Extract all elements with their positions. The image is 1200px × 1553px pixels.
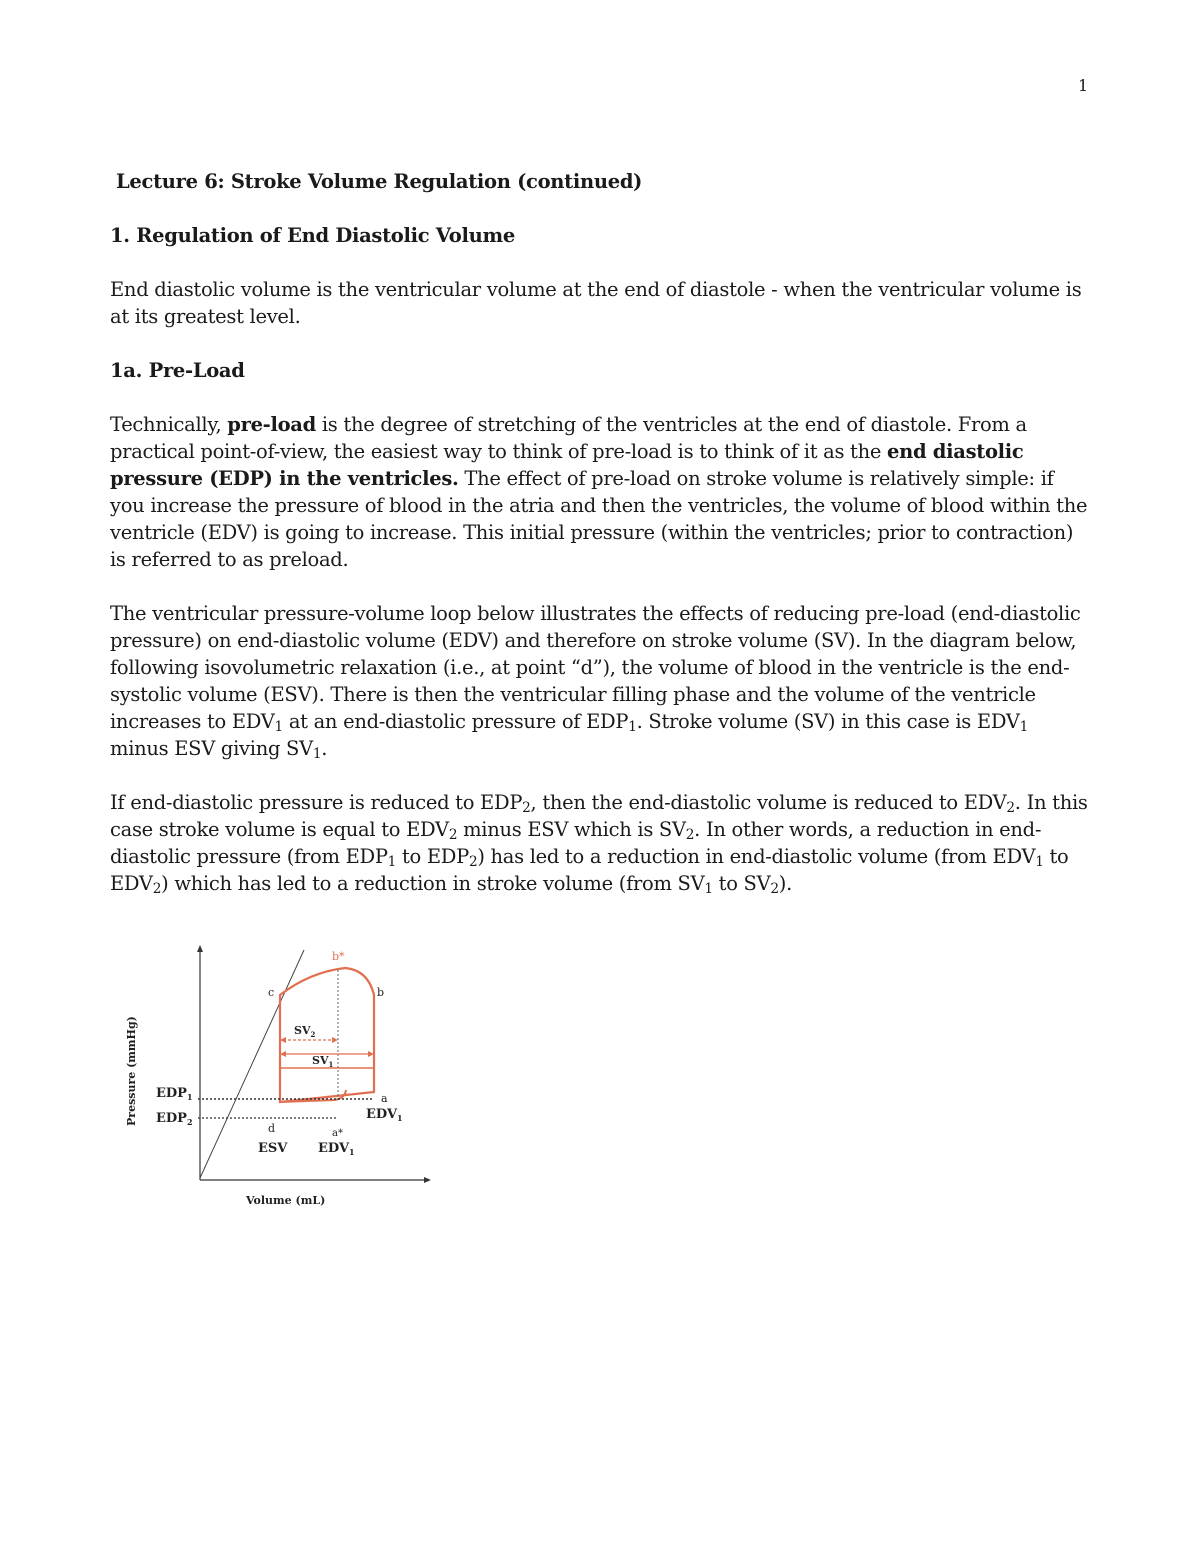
x-axis-arrow (424, 1177, 431, 1183)
esv-label: ESV (258, 1141, 288, 1156)
reduced-preload-paragraph: If end-diastolic pressure is reduced to $EDP_2$, then the end-diastolic volume is reduced to $EDV_2$. In this case stroke volume is equal to $EDV_2$ minus ESV which is $SV_2$. In other words, a reduction in end-diastolic pressure (from $EDP_1$ to $EDP_2$) has led to a reduction in end-diastolic volume (from $EDV_1$ to $EDV_2$) which has led to a reduction in stroke volume (from $SV_1$ to $SV_2$). (110, 791, 1088, 897)
section-1a-heading: 1a. Pre-Load (110, 359, 245, 382)
point-c: c (268, 986, 275, 999)
section-1-heading: 1. Regulation of End Diastolic Volume (110, 224, 515, 247)
page-title: Lecture 6: Stroke Volume Regulation (continued) (116, 170, 643, 193)
point-b: b (377, 986, 385, 999)
point-a-star: a* (332, 1128, 343, 1139)
pressure-volume-loop-diagram (120, 940, 440, 1215)
point-b-star: b* (332, 950, 345, 963)
document-body (110, 168, 1090, 924)
preload-term: pre-load (227, 413, 316, 436)
edp1-label: $EDP_1$ (156, 1086, 193, 1102)
point-d: d (268, 1122, 276, 1135)
edp-term: end diastolic pressure (EDP) in the ventricles. (110, 440, 1024, 490)
edv-bottom-label: $EDV_1$ (318, 1141, 355, 1157)
point-a: a (381, 1092, 388, 1105)
espvr-line (200, 950, 304, 1178)
y-axis-label: Pressure (mmHg) (125, 1016, 138, 1126)
y-axis-arrow (197, 945, 203, 952)
preload-paragraph: Technically, pre-load is the degree of stretching of the ventricles at the end of diastole. From a practical point-of-view, the easiest way to think of pre-load is to think of it as the end diastolic pressure (EDP) in the ventricles. The effect of pre-load on stroke volume is relatively simple: if you increase the pressure of blood in the atria and then the ventricles, the volume of blood within the ventricle (EDV) is going to increase. This initial pressure (within the ventricles; prior to contraction) is referred to as preload. (110, 413, 1088, 571)
sv2-label: $SV_2$ (294, 1024, 316, 1039)
edp2-label: $EDP_2$ (156, 1111, 193, 1127)
x-axis-label: Volume (mL) (246, 1194, 326, 1207)
page-number: 1 (1078, 76, 1089, 95)
sv1-label: $SV_1$ (312, 1054, 334, 1069)
edv-right-label: $EDV_1$ (366, 1107, 403, 1123)
pv-loop-paragraph: The ventricular pressure-volume loop below illustrates the effects of reducing pre-load (end-diastolic pressure) on end-diastolic volume (EDV) and therefore on stroke volume (SV). In the diagram below, following isovolumetric relaxation (i.e., at point “d”), the volume of blood in the ventricle is the end-systolic volume (ESV). There is then the ventricular filling phase and the volume of the ventricle increases to $EDV_1$ at an end-diastolic pressure of $EDP_1$. Stroke volume (SV) in this case is $EDV_1$ minus ESV giving $SV_1$. (110, 602, 1081, 762)
section-1-paragraph: End diastolic volume is the ventricular volume at the end of diastole - when the ventricular volume is at its greatest level. (110, 278, 1082, 328)
